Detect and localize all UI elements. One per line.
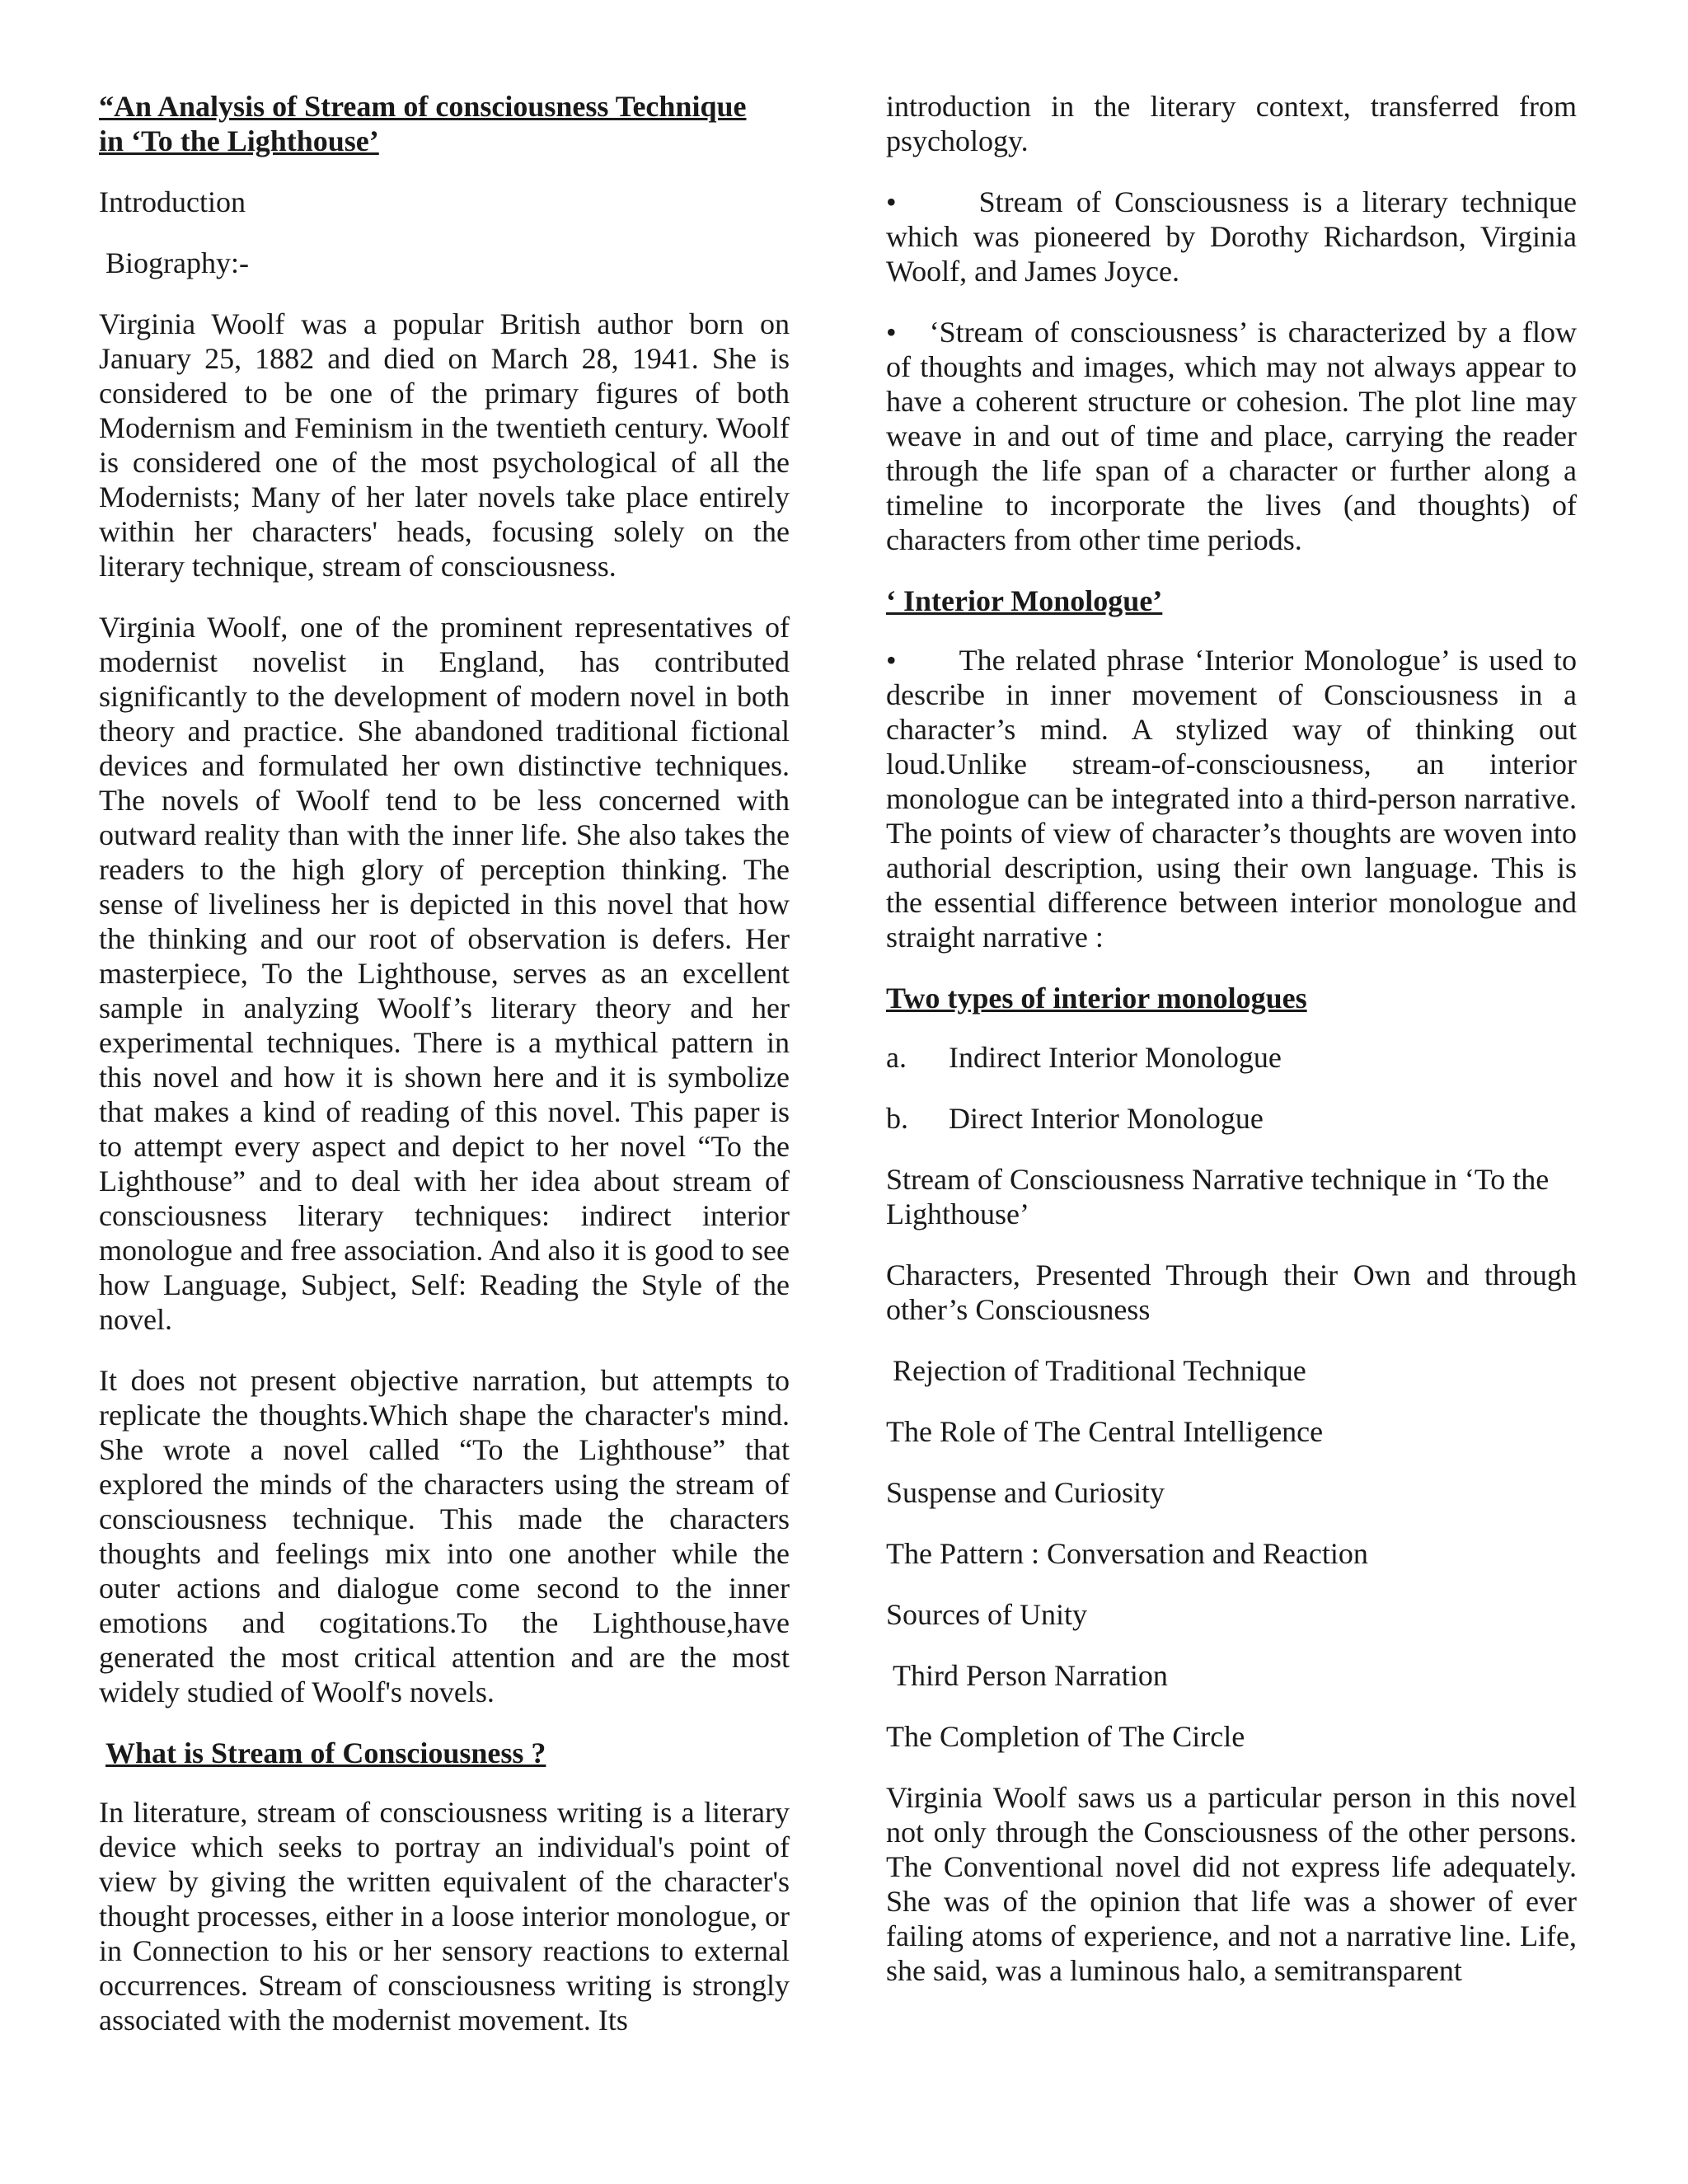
bullet-marker: •	[886, 644, 897, 677]
bullet-text: Stream of Consciousness is a literary technique which was pioneered by Dorothy Richardson, Virginia Woolf, and James Joyce.	[886, 185, 1577, 288]
paragraph-definition: In literature, stream of consciousness writing is a literary device which seeks to portray an individual's point of view by giving the written equivalent of the character's thought processes, either in a loose interior monologue, or in Connection to his or her sensory reactions to external occurrences. Stream of consciousness writing is strongly associated with the modernist movement. Its	[99, 1796, 790, 2036]
topic-third-person: Third Person Narration	[893, 1659, 1168, 1692]
paragraph-conclusion: Virginia Woolf saws us a particular person in this novel not only through the Consciousness of the other persons. The Conventional novel did not express life adequately. She was of the opinion that life was a shower of ever failing atoms of experience, and not a narrative line. Life, she said, was a luminous halo, a semitransparent	[886, 1781, 1577, 1987]
right-column	[886, 89, 1577, 2014]
left-column	[99, 89, 790, 2064]
list-text: Indirect Interior Monologue	[949, 1041, 1282, 1074]
paragraph-narration: It does not present objective narration, but attempts to replicate the thoughts.Which shape the character's mind. She wrote a novel called “To the Lighthouse” that explored the minds of the characters using the stream of consciousness technique. This made the characters thoughts and feelings mix into one another while the outer actions and dialogue come second to the inner emotions and cogitations.To the Lighthouse,have generated the most critical attention and are the most widely studied of Woolf's novels.	[99, 1364, 790, 1708]
section-heading-two-types: Two types of interior monologues	[886, 982, 1307, 1015]
bullet-item-characterized	[886, 315, 1577, 557]
topic-narrative-technique: Stream of Consciousness Narrative technique in ‘To the Lighthouse’	[886, 1163, 1550, 1230]
topic-central-intelligence: The Role of The Central Intelligence	[886, 1415, 1324, 1448]
bullet-marker: •	[886, 185, 897, 218]
topic-completion: The Completion of The Circle	[886, 1720, 1245, 1753]
topic-unity: Sources of Unity	[886, 1598, 1087, 1631]
bullet-text: ‘Stream of consciousness’ is characterized by a flow of thoughts and images, which may not always appear to have a coherent structure or cohesion. The plot line may weave in and out of time and place, carrying the reader through the life span of a character or further along a timeline to incorporate the lives (and thoughts) of characters from other time periods.	[886, 316, 1577, 556]
article-title	[99, 89, 790, 158]
biography-heading: Biography:-	[106, 246, 249, 279]
topic-pattern: The Pattern : Conversation and Reaction	[886, 1537, 1368, 1570]
bullet-item-interior-monologue	[886, 643, 1577, 954]
title-line-1: “An Analysis of Stream of consciousness Technique	[99, 90, 747, 123]
paragraph-continuation: introduction in the literary context, transferred from psychology.	[886, 90, 1577, 157]
paragraph-modernist: Virginia Woolf, one of the prominent representatives of modernist novelist in England, has contributed significantly to the development of modern novel in both theory and practice. She abandoned traditional fictional devices and formulated her own distinctive techniques. The novels of Woolf tend to be less concerned with outward reality than with the inner life. She also takes the readers to the high glory of perception thinking. The sense of liveliness her is depicted in this novel that how the thinking and our root of observation is defers. Her masterpiece, To the Lighthouse, serves as an excellent sample in analyzing Woolf’s literary theory and her experimental techniques. There is a mythical pattern in this novel and how it is shown here and it is symbolize that makes a kind of reading of this novel. This paper is to attempt every aspect and depict to her novel “To the Lighthouse” and to deal with her idea about stream of consciousness literary techniques: indirect interior monologue and free association. And also it is good to see how Language, Subject, Self: Reading the Style of the novel.	[99, 611, 790, 1336]
list-letter: a.	[886, 1041, 907, 1074]
topic-suspense: Suspense and Curiosity	[886, 1476, 1165, 1509]
paragraph-biography: Virginia Woolf was a popular British author born on January 25, 1882 and died on March 28, 1941. She is considered to be one of the primary figures of both Modernism and Feminism in the twentieth century. Woolf is considered one of the most psychological of all the Modernists; Many of her later novels take place entirely within her characters' heads, focusing solely on the literary technique, stream of consciousness.	[99, 307, 790, 583]
list-letter: b.	[886, 1102, 908, 1135]
title-line-2: in ‘To the Lighthouse’	[99, 124, 379, 157]
list-text: Direct Interior Monologue	[949, 1102, 1264, 1135]
section-heading-interior-monologue: ‘ Interior Monologue’	[886, 584, 1163, 617]
topic-rejection: Rejection of Traditional Technique	[893, 1354, 1306, 1387]
list-item	[886, 1101, 1577, 1136]
bullet-text: The related phrase ‘Interior Monologue’ is used to describe in inner movement of Consciousness in a character’s mind. A stylized way of thinking out loud.Unlike stream-of-consciousness, an interior monologue can be integrated into a third-person narrative. The points of view of character’s thoughts are woven into authorial description, using their own language. This is the essential difference between interior monologue and straight narrative :	[886, 644, 1577, 954]
bullet-item-pioneers	[886, 185, 1577, 288]
introduction-heading: Introduction	[99, 185, 246, 218]
bullet-marker: •	[886, 316, 897, 349]
section-heading-what-is: What is Stream of Consciousness ?	[106, 1736, 546, 1769]
topic-characters: Characters, Presented Through their Own and through other’s Consciousness	[886, 1258, 1577, 1326]
list-item	[886, 1040, 1577, 1075]
